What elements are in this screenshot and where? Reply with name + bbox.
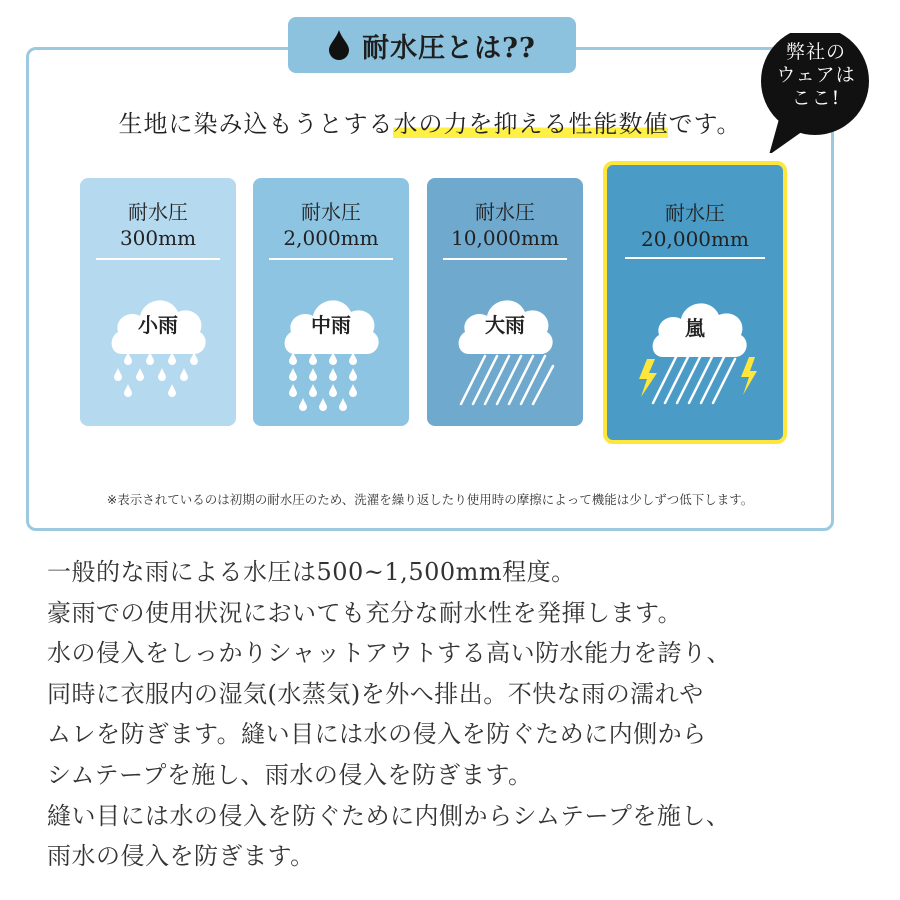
card-divider (625, 257, 765, 259)
card-value: 10,000mm (451, 226, 559, 250)
storm-icon (637, 351, 757, 411)
weather-label: 小雨 (138, 313, 178, 337)
body-line: 一般的な雨による水圧は500~1,500mm程度。 (47, 558, 576, 586)
lead-before: 生地に染み込もうとする (118, 110, 394, 138)
light-rain-icon (110, 352, 210, 412)
card-value: 20,000mm (641, 227, 749, 251)
pressure-card-10000 (427, 178, 583, 426)
body-line: 水の侵入をしっかりシャットアウトする高い防水能力を誇り、 (47, 639, 732, 668)
moderate-rain-icon (283, 352, 383, 412)
weather-label: 大雨 (485, 313, 525, 337)
card-divider (269, 258, 393, 260)
heavy-rain-icon (457, 352, 557, 412)
title-tab (288, 17, 576, 73)
body-line: 縫い目には水の侵入を防ぐために内側からシムテープを施し、 (47, 801, 731, 830)
card-label: 耐水圧 (301, 200, 361, 224)
lead-after: です。 (668, 110, 742, 138)
water-drop-icon (328, 30, 350, 60)
bubble-line-3: ここ! (791, 87, 841, 109)
card-divider (443, 258, 567, 260)
body-text (47, 552, 867, 877)
card-value: 2,000mm (283, 226, 379, 250)
weather-label: 中雨 (311, 313, 351, 337)
weather-label: 嵐 (685, 316, 705, 340)
pressure-card-20000-featured (603, 161, 787, 444)
lightning-icon (741, 357, 757, 395)
lead-highlight: 水の力を抑える性能数値 (393, 110, 669, 138)
body-line: 豪雨での使用状況においても充分な耐水性を発揮します。 (47, 598, 683, 627)
body-line: シムテープを施し、雨水の侵入を防ぎます。 (47, 760, 533, 789)
card-value: 300mm (119, 226, 197, 250)
bubble-line-1: 弊社の (785, 41, 846, 63)
lead-text (0, 104, 860, 139)
body-line: ムレを防ぎます。縫い目には水の侵入を防ぐために内側から (47, 720, 707, 749)
card-label: 耐水圧 (475, 200, 535, 224)
pressure-card-2000 (253, 178, 409, 426)
bubble-line-2: ウェアは (776, 64, 856, 86)
body-line: 雨水の侵入を防ぎます。 (47, 842, 315, 871)
card-label: 耐水圧 (128, 200, 188, 224)
card-divider (96, 258, 220, 260)
card-label: 耐水圧 (665, 201, 725, 225)
disclaimer-note: ※表示されているのは初期の耐水圧のため、洗濯を繰り返したり使用時の摩擦によって機能は少しずつ低下します。 (106, 492, 754, 507)
lightning-icon (639, 359, 657, 397)
page-title: 耐水圧とは?? (362, 32, 536, 64)
body-line: 同時に衣服内の湿気(水蒸気)を外へ排出。不快な雨の濡れや (47, 679, 704, 708)
pressure-card-300 (80, 178, 236, 426)
